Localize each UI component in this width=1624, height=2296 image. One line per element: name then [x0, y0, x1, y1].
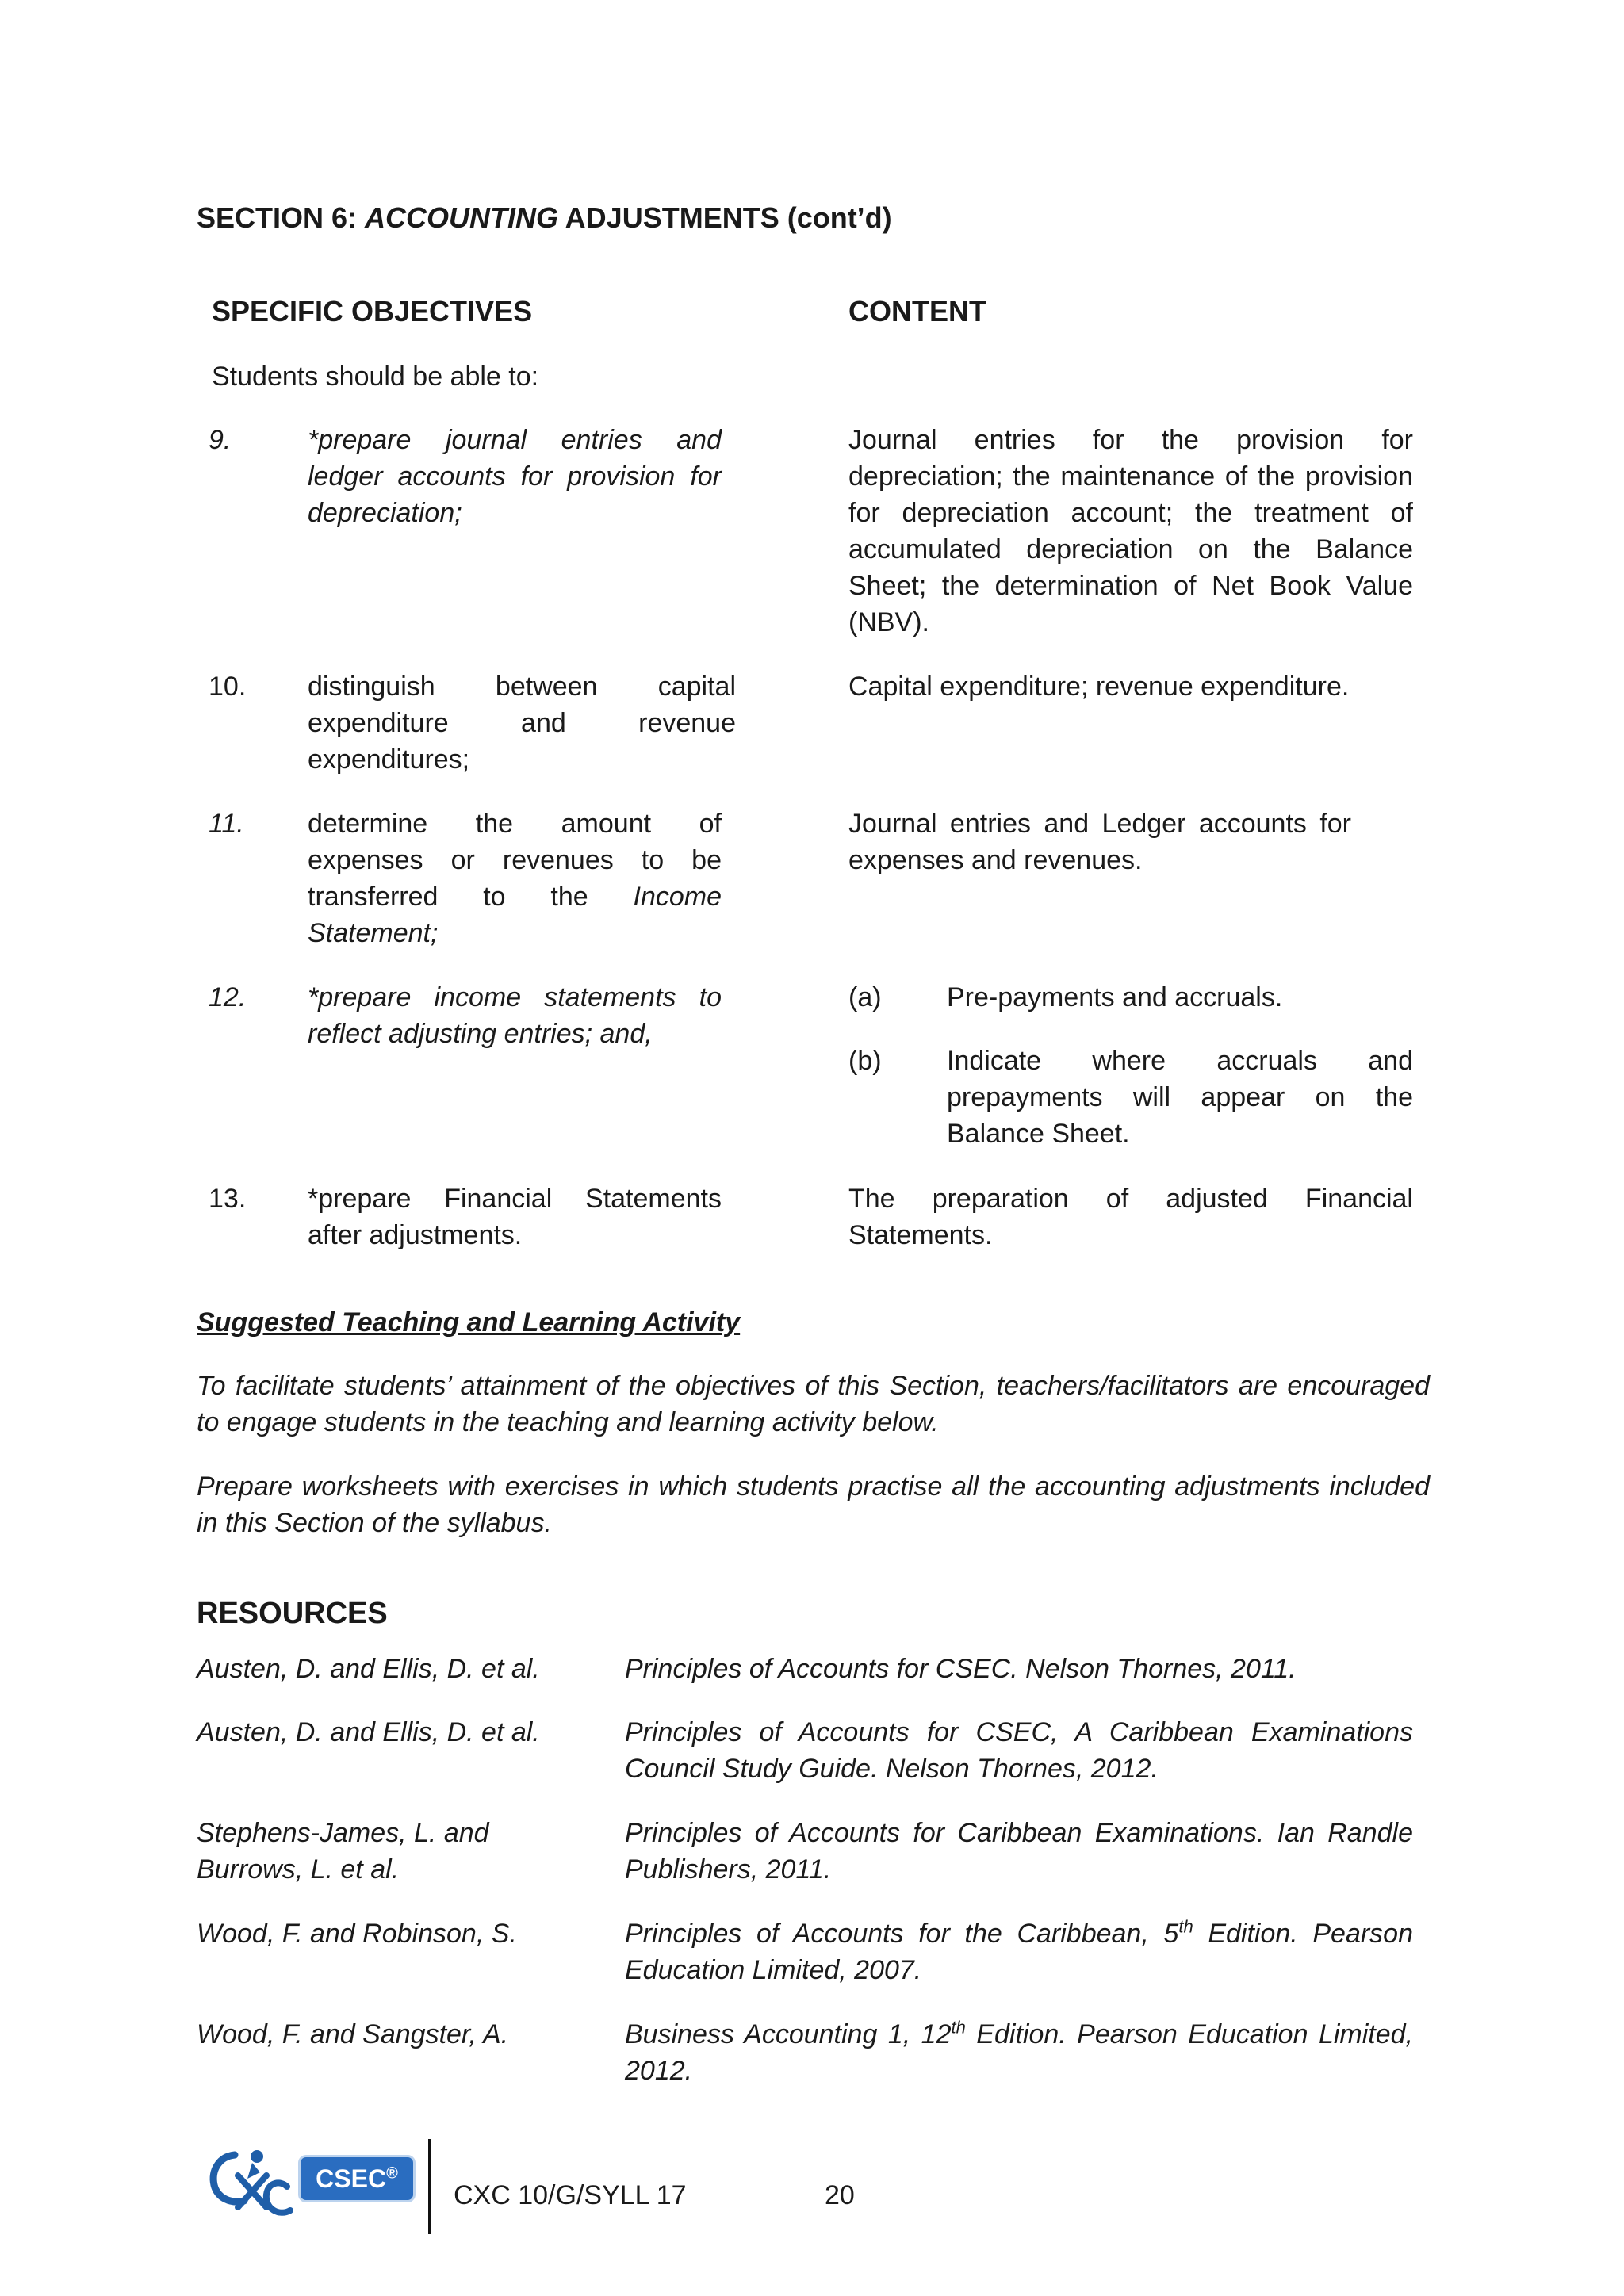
content-item-label: (b) — [848, 1046, 882, 1076]
resource-title — [625, 1915, 1413, 1988]
objective-text-emphasis: Income Statement; — [308, 882, 722, 948]
resource-title-part: Business Accounting 1, 12 — [625, 2019, 952, 2049]
resource-title: Principles of Accounts for CSEC, A Caribbean Examinations Council Study Guide. Nelson Thornes, 2012. — [625, 1717, 1413, 1784]
resource-title-part: Edition. Pearson Education Limited, 2007. — [625, 1919, 1413, 1985]
activity-paragraph: Prepare worksheets with exercises in which students practise all the accounting adjustments included in this Section of the syllabus. — [197, 1471, 1430, 1538]
csec-badge-text: CSEC — [316, 2164, 387, 2193]
objectives-column-heading: SPECIFIC OBJECTIVES — [212, 295, 533, 327]
objective-text: distinguish between capital expenditure and revenue expenditures; — [308, 672, 736, 775]
resource-title-part: Principles of Accounts for the Caribbean, 5 — [625, 1919, 1179, 1949]
resource-author: Wood, F. and Sangster, A. — [197, 2019, 509, 2049]
activity-paragraph: To facilitate students’ attainment of the objectives of this Section, teachers/facilitators are encouraged to engage students in the teaching and learning activity below. — [197, 1371, 1430, 1437]
resource-title: Principles of Accounts for Caribbean Examinations. Ian Randle Publishers, 2011. — [625, 1818, 1413, 1885]
objective-number: 9. — [209, 425, 232, 455]
cxc-logo-icon — [205, 2141, 293, 2220]
syllabus-code: CXC 10/G/SYLL 17 — [454, 2180, 687, 2210]
section-suffix: ADJUSTMENTS (cont’d) — [558, 201, 892, 234]
section-italic-word: ACCOUNTING — [365, 201, 559, 234]
objective-content: Journal entries for the provision for depreciation; the maintenance of the provision for depreciation account; the treatment of accumulated depreciation on the Balance Sheet; the determination of Net Book Value (NBV). — [848, 425, 1413, 637]
section-heading — [197, 200, 892, 236]
objective-content: Journal entries and Ledger accounts for expenses and revenues. — [848, 809, 1351, 875]
section-prefix: SECTION 6: — [197, 201, 366, 234]
intro-text: Students should be able to: — [212, 362, 539, 392]
content-item-text: Pre-payments and accruals. — [947, 982, 1283, 1012]
resource-title-part: Edition. Pearson Education Limited, 2012. — [625, 2019, 1413, 2086]
content-column-heading: CONTENT — [848, 295, 986, 327]
objective-number: 13. — [209, 1184, 247, 1214]
resource-title-superscript: th — [951, 2017, 966, 2038]
objective-text — [308, 806, 722, 951]
content-item-text: Indicate where accruals and prepayments will appear on the Balance Sheet. — [947, 1046, 1413, 1149]
resource-author: Wood, F. and Robinson, S. — [197, 1919, 517, 1949]
resource-author: Stephens-James, L. and Burrows, L. et al. — [197, 1818, 489, 1885]
resource-author: Austen, D. and Ellis, D. et al. — [197, 1717, 540, 1747]
objective-content: Capital expenditure; revenue expenditure. — [848, 672, 1350, 702]
objective-number: 10. — [209, 672, 247, 702]
objective-text: *prepare income statements to reflect adjusting entries; and, — [308, 982, 722, 1049]
resource-title-superscript: th — [1178, 1916, 1193, 1937]
objective-text: *prepare Financial Statements after adjustments. — [308, 1184, 722, 1250]
cxc-logo — [205, 2141, 293, 2220]
activity-heading: Suggested Teaching and Learning Activity — [197, 1307, 741, 1337]
content-item-label: (a) — [848, 982, 882, 1012]
resources-heading: RESOURCES — [197, 1597, 388, 1630]
resource-author: Austen, D. and Ellis, D. et al. — [197, 1654, 540, 1684]
csec-badge — [298, 2155, 416, 2202]
objective-number: 11. — [209, 809, 244, 839]
resource-title: Principles of Accounts for CSEC. Nelson Thornes, 2011. — [625, 1654, 1297, 1684]
footer-divider — [428, 2139, 431, 2234]
objective-text-part: determine the amount of expenses or revenues to be transferred to the — [308, 809, 722, 912]
resource-title — [625, 2016, 1413, 2089]
objective-text: *prepare journal entries and ledger accounts for provision for depreciation; — [308, 425, 722, 528]
objective-number: 12. — [209, 982, 247, 1012]
registered-mark: ® — [386, 2164, 398, 2183]
objective-content: The preparation of adjusted Financial Statements. — [848, 1184, 1413, 1250]
page-number: 20 — [825, 2180, 855, 2210]
